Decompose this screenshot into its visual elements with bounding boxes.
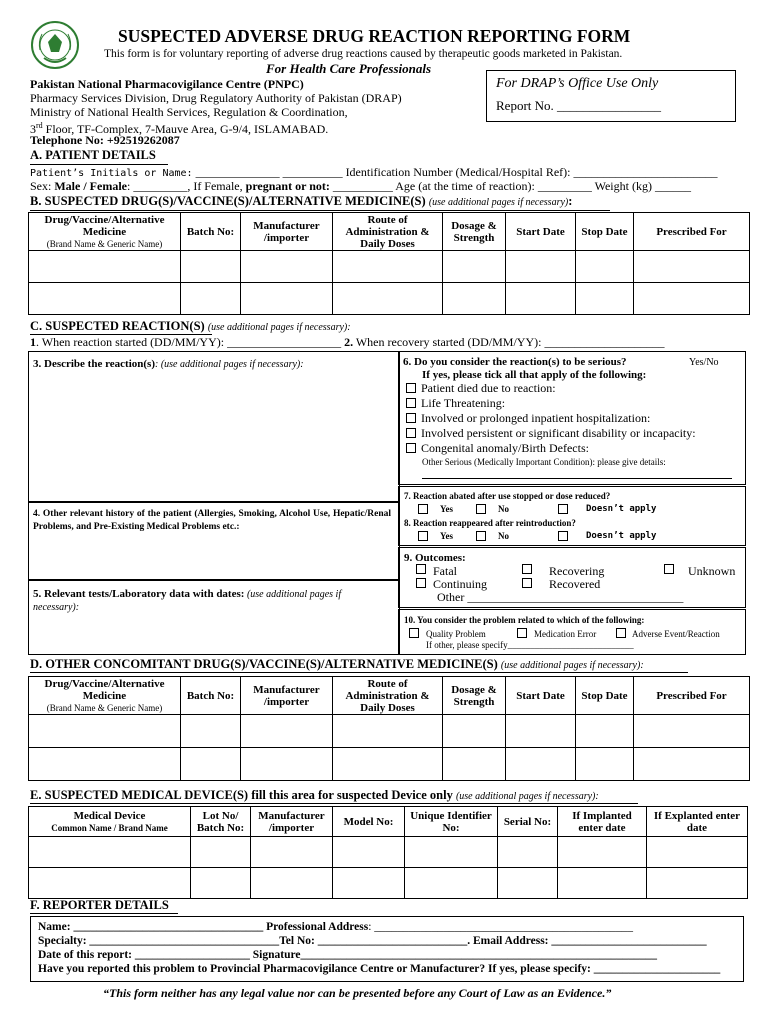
other-serious-line[interactable] [422,478,732,479]
col-model: Model No: [333,807,405,837]
suspected-drugs-table [28,212,750,315]
checkbox-disability[interactable] [406,428,416,438]
section-d-note: (use additional pages if necessary): [500,660,644,671]
q2-number: 2. [344,335,354,349]
q8-number: 8 [404,518,409,528]
checkbox-hospitalization[interactable] [406,413,416,423]
q9-label: 9. Outcomes: [404,552,466,564]
col-stop-date: Stop Date [576,677,634,715]
section-c-title: C. SUSPECTED REACTION(S) [30,319,205,333]
q5-note: (use additional pages if necessary): [33,589,342,613]
q3-title: 3. Describe the reaction(s) [33,358,155,370]
col-batch: Batch No: [181,677,241,715]
option-died: Patient died due to reaction: [421,381,556,395]
q5-label [33,588,383,614]
outcome-continuing-label: Continuing [433,577,488,591]
section-a-heading: A. PATIENT DETAILS [30,148,156,162]
table-row[interactable] [29,283,750,315]
option-disability: Involved persistent or significant disability or incapacity: [421,426,696,440]
reaction-started-field[interactable]: . When reaction started (DD/MM/YY): ___________________ [36,335,342,349]
q8-na-label: Doesn’t apply [586,531,657,541]
tel-email-field[interactable]: Tel No: __________________________. Email Address: ___________________________ [279,935,707,947]
col-unique-id: Unique Identifier No: [405,807,498,837]
section-b-title: B. SUSPECTED DRUG(S)/VACCINE(S)/ALTERNATIVE MEDICINE(S) [30,194,426,208]
q8-label [404,518,576,529]
outcome-other-field[interactable]: Other ____________________________________ [437,590,684,604]
q8-text: . Reaction reappeared after reintroduction? [408,518,576,528]
outcome-recovered-label: Recovered [549,577,601,591]
adverse-event-label: Adverse Event/Reaction [632,629,720,639]
outcome-unknown-label: Unknown [688,564,736,578]
q8-yes-checkbox[interactable] [418,531,428,541]
table-row[interactable] [29,251,750,283]
col-drug-label: Drug/Vaccine/Alternative Medicine [44,677,165,702]
q7-na-checkbox[interactable] [558,504,568,514]
col-device [29,807,191,837]
office-use-title: For DRAP’s Office Use Only [496,76,659,91]
section-e-heading [30,788,599,804]
col-lot: Lot No/ Batch No: [191,807,251,837]
reporter-row-1[interactable] [38,920,633,934]
col-route: Route of Administration & Daily Doses [333,677,443,715]
option-life-threatening: Life Threatening: [421,396,506,410]
legal-disclaimer: “This form neither has any legal value nor can be presented before any Court of Law as an Evidence.” [103,986,612,1000]
q6-label: 6. Do you consider the reaction(s) to be serious? [403,356,627,368]
outcome-unknown-checkbox[interactable] [664,564,674,574]
col-drug-sub: (Brand Name & Generic Name) [46,238,163,249]
quality-problem-label: Quality Problem [426,629,486,639]
org-address-1: Pharmacy Services Division, Drug Regulatory Authority of Pakistan (DRAP) [30,91,402,105]
reporter-row-2[interactable] [38,934,707,948]
q8-no-checkbox[interactable] [476,531,486,541]
page-title: SUSPECTED ADVERSE DRUG REACTION REPORTING FORM [118,26,631,46]
specialty-field[interactable]: Specialty: _________________________________ [38,935,280,947]
q7-label: 7. Reaction abated after use stopped or dose reduced? [404,491,611,501]
col-drug [29,213,181,251]
q8-na-checkbox[interactable] [558,531,568,541]
adverse-event-checkbox[interactable] [616,628,626,638]
outcome-recovering-checkbox[interactable] [522,564,532,574]
col-manufacturer: Manufacturer /importer [241,677,333,715]
pregnant-age-weight-fields[interactable]: __________ Age (at the time of reaction): _________ Weight (kg) ______ [329,179,691,193]
q7-yes-checkbox[interactable] [418,504,428,514]
outcome-fatal-checkbox[interactable] [416,564,426,574]
q8-yes-label: Yes [440,531,453,541]
table-row[interactable] [29,748,750,781]
org-name: Pakistan National Pharmacovigilance Centre (PNPC) [30,77,304,91]
q7-yes-label: Yes [440,504,453,514]
col-dosage: Dosage & Strength [443,213,506,251]
col-device-manufacturer: Manufacturer /importer [251,807,333,837]
reported-elsewhere-field[interactable]: Have you reported this problem to Provincial Pharmacovigilance Centre or Manufacturer? If yes, please specify: ______________________ [38,963,721,975]
medical-device-table [28,806,748,899]
floor-number: 3 [30,122,36,136]
q3-note: : (use additional pages if necessary): [154,359,304,370]
section-e-title: E. SUSPECTED MEDICAL DEVICE(S) fill this area for suspected Device only [30,788,453,802]
col-start-date: Start Date [506,677,576,715]
col-implanted: If Implanted enter date [558,807,647,837]
section-c-note: (use additional pages if necessary): [207,322,351,333]
section-b-note: (use additional pages if necessary) [428,197,569,208]
pregnant-label: pregnant or not: [245,179,330,193]
medication-error-checkbox[interactable] [517,628,527,638]
col-stop-date: Stop Date [576,213,634,251]
q8-no-label: No [498,531,509,541]
sex-options: Male / Female [54,179,127,193]
q1-number: 1 [30,335,36,349]
col-route: Route of Administration & Daily Doses [333,213,443,251]
describe-reaction-box[interactable] [28,351,400,502]
outcome-continuing-checkbox[interactable] [416,578,426,588]
q10-other-field[interactable]: If other, please specify____________________________ [426,640,634,650]
option-other-serious: Other Serious (Medically Important Condition): please give details: [422,457,666,467]
col-manufacturer: Manufacturer /importer [241,213,333,251]
table-row[interactable] [29,837,748,868]
q7-no-checkbox[interactable] [476,504,486,514]
q4-label: 4. Other relevant history of the patient (Allergies, Smoking, Alcohol Use, Hepatic/Renal Problems, and Pre-Existing Medical Problems etc.: [33,509,391,532]
patient-initials-label: Patient’s Initials or Name: [30,168,193,179]
table-row[interactable] [29,715,750,748]
reaction-dates-row[interactable] [30,335,664,349]
outcome-fatal-label: Fatal [433,564,457,578]
q7-na-label: Doesn’t apply [586,504,657,514]
sex-field[interactable]: : _________, If Female, [126,179,246,193]
checkbox-congenital[interactable] [406,443,416,453]
section-c-heading [30,319,351,335]
col-drug-label: Drug/Vaccine/Alternative Medicine [44,213,165,238]
checkbox-died[interactable] [406,383,416,393]
drap-seal-logo [30,20,80,70]
option-congenital: Congenital anomaly/Birth Defects: [421,441,589,455]
recovery-started-field[interactable]: When recovery started (DD/MM/YY): ____________________ [353,335,665,349]
professional-address-field[interactable]: : _____________________________________________ [368,921,634,933]
org-address-2: Ministry of National Health Services, Regulation & Coordination, [30,105,348,119]
col-device-label: Medical Device [73,809,146,822]
section-b-heading [30,194,572,210]
outcome-recovered-checkbox[interactable] [522,578,532,588]
section-e-note: (use additional pages if necessary): [455,791,599,802]
q10-label: 10. You consider the problem related to which of the following: [404,615,645,625]
org-phone: Telephone No: +92519262087 [30,133,180,147]
q5-title: 5. Relevant tests/Laboratory data with dates: [33,588,245,600]
patient-initials-line: ______________ __________ [195,165,343,179]
outcome-recovering-label: Recovering [549,564,605,578]
checkbox-life-threatening[interactable] [406,398,416,408]
col-prescribed-for: Prescribed For [634,213,750,251]
sex-age-weight-row[interactable] [30,179,691,193]
floor-ordinal: rd [36,121,43,130]
q3-label [33,357,304,372]
q7-no-label: No [498,504,509,514]
professional-address-label: Professional Address [266,921,369,933]
concomitant-drugs-table [28,676,750,781]
col-dosage: Dosage & Strength [443,677,506,715]
form-subtitle: This form is for voluntary reporting of adverse drug reactions caused by therapeutic goods marketed in Pakistan. [104,48,623,60]
floor-address: Floor, TF-Complex, 7-Mauve Area, G-9/4, ISLAMABAD. [42,122,329,136]
col-drug [29,677,181,715]
section-d-title: D. OTHER CONCOMITANT DRUG(S)/VACCINE(S)/ALTERNATIVE MEDICINE(S) [30,657,498,671]
medication-error-label: Medication Error [534,629,597,639]
table-row[interactable] [29,868,748,899]
q6-yes-no[interactable]: Yes/No [689,357,719,368]
col-serial: Serial No: [498,807,558,837]
report-date-signature-field[interactable]: Date of this report: ____________________ Signature______________________________________________________________ [38,949,657,961]
option-hospitalization: Involved or prolonged inpatient hospitalization: [421,411,651,425]
col-batch: Batch No: [181,213,241,251]
col-device-sub: Common Name / Brand Name [51,822,168,833]
section-b-colon: : [568,194,573,208]
col-prescribed-for: Prescribed For [634,677,750,715]
col-start-date: Start Date [506,213,576,251]
q6-subtitle: If yes, please tick all that apply of the following: [422,369,647,381]
quality-problem-checkbox[interactable] [409,628,419,638]
section-f-heading: F. REPORTER DETAILS [30,898,169,912]
section-d-heading [30,657,644,673]
for-hcp-label: For Health Care Professionals [266,61,432,76]
col-explanted: If Explanted enter date [647,807,748,837]
col-drug-sub: (Brand Name & Generic Name) [46,702,163,713]
report-no-field[interactable]: Report No. ________________ [496,98,662,113]
identification-number-field[interactable]: Identification Number (Medical/Hospital Ref): ________________________ [345,165,718,179]
reporter-name-field[interactable]: Name: _________________________________ [38,921,264,933]
sex-label: Sex: [30,179,55,193]
